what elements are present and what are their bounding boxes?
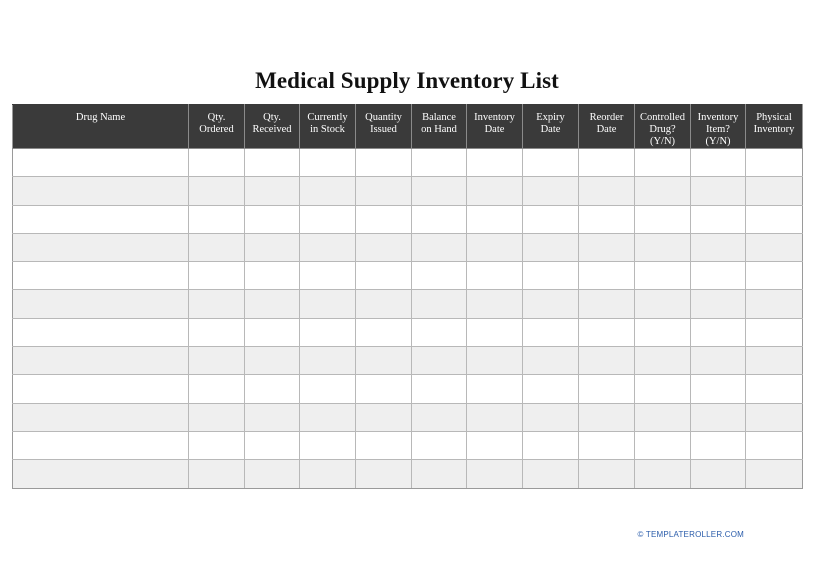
table-row <box>13 403 803 431</box>
table-cell[interactable] <box>245 290 300 318</box>
table-cell[interactable] <box>245 177 300 205</box>
table-cell[interactable] <box>523 233 579 261</box>
table-cell[interactable] <box>467 347 523 375</box>
table-cell[interactable] <box>189 460 245 488</box>
table-cell[interactable] <box>523 375 579 403</box>
table-cell[interactable] <box>300 205 356 233</box>
table-cell[interactable] <box>13 403 189 431</box>
table-cell[interactable] <box>356 290 412 318</box>
table-cell[interactable] <box>189 233 245 261</box>
table-cell[interactable] <box>579 318 635 346</box>
table-cell[interactable] <box>356 262 412 290</box>
column-header-expiry-date: Expiry Date <box>523 105 579 149</box>
table-cell[interactable] <box>412 149 467 177</box>
table-cell[interactable] <box>691 347 746 375</box>
table-cell[interactable] <box>13 205 189 233</box>
column-header-inventory-date: Inventory Date <box>467 105 523 149</box>
table-cell[interactable] <box>300 262 356 290</box>
table-cell[interactable] <box>691 375 746 403</box>
table-cell[interactable] <box>635 375 691 403</box>
table-cell[interactable] <box>746 233 803 261</box>
table-cell[interactable] <box>635 262 691 290</box>
table-cell[interactable] <box>412 177 467 205</box>
table-row <box>13 177 803 205</box>
column-header-quantity-issued: Quantity Issued <box>356 105 412 149</box>
table-cell[interactable] <box>13 262 189 290</box>
table-cell[interactable] <box>746 262 803 290</box>
table-cell[interactable] <box>746 177 803 205</box>
table-cell[interactable] <box>189 290 245 318</box>
table-cell[interactable] <box>356 205 412 233</box>
table-header-row <box>13 105 803 149</box>
table-row <box>13 460 803 488</box>
table-cell[interactable] <box>356 460 412 488</box>
table-row <box>13 431 803 459</box>
table-cell[interactable] <box>356 347 412 375</box>
table-cell[interactable] <box>300 431 356 459</box>
table-row <box>13 205 803 233</box>
table-cell[interactable] <box>635 149 691 177</box>
table-cell[interactable] <box>467 403 523 431</box>
table-cell[interactable] <box>691 233 746 261</box>
table-cell[interactable] <box>691 262 746 290</box>
table-cell[interactable] <box>300 318 356 346</box>
table-cell[interactable] <box>300 233 356 261</box>
column-header-drug-name: Drug Name <box>13 105 189 149</box>
table-cell[interactable] <box>579 262 635 290</box>
table-cell[interactable] <box>746 318 803 346</box>
table-cell[interactable] <box>579 403 635 431</box>
table-cell[interactable] <box>189 262 245 290</box>
table-cell[interactable] <box>579 149 635 177</box>
column-header-controlled-drug: Controlled Drug? (Y/N) <box>635 105 691 149</box>
table-cell[interactable] <box>189 431 245 459</box>
table-cell[interactable] <box>746 431 803 459</box>
table-cell[interactable] <box>579 460 635 488</box>
table-cell[interactable] <box>523 290 579 318</box>
table-cell[interactable] <box>356 403 412 431</box>
table-cell[interactable] <box>635 318 691 346</box>
table-cell[interactable] <box>300 149 356 177</box>
table-cell[interactable] <box>467 431 523 459</box>
inventory-table <box>12 104 803 489</box>
table-cell[interactable] <box>746 460 803 488</box>
table-cell[interactable] <box>356 431 412 459</box>
table-cell[interactable] <box>245 318 300 346</box>
table-cell[interactable] <box>245 460 300 488</box>
table-cell[interactable] <box>245 149 300 177</box>
table-cell[interactable] <box>746 149 803 177</box>
table-row <box>13 262 803 290</box>
table-cell[interactable] <box>635 290 691 318</box>
table-cell[interactable] <box>746 205 803 233</box>
table-cell[interactable] <box>635 347 691 375</box>
table-cell[interactable] <box>691 149 746 177</box>
table-cell[interactable] <box>523 403 579 431</box>
table-cell[interactable] <box>412 375 467 403</box>
footer-credit[interactable]: © TEMPLATEROLLER.COM <box>637 530 744 539</box>
table-cell[interactable] <box>746 347 803 375</box>
table-cell[interactable] <box>746 290 803 318</box>
table-cell[interactable] <box>691 431 746 459</box>
table-cell[interactable] <box>635 403 691 431</box>
column-header-reorder-date: Reorder Date <box>579 105 635 149</box>
table-cell[interactable] <box>635 460 691 488</box>
table-cell[interactable] <box>300 460 356 488</box>
table-cell[interactable] <box>189 205 245 233</box>
table-row <box>13 318 803 346</box>
table-row <box>13 233 803 261</box>
table-cell[interactable] <box>523 318 579 346</box>
table-row <box>13 290 803 318</box>
table-cell[interactable] <box>467 177 523 205</box>
table-cell[interactable] <box>189 177 245 205</box>
table-cell[interactable] <box>189 149 245 177</box>
table-cell[interactable] <box>13 460 189 488</box>
table-cell[interactable] <box>579 347 635 375</box>
table-cell[interactable] <box>635 205 691 233</box>
table-cell[interactable] <box>579 375 635 403</box>
table-cell[interactable] <box>635 233 691 261</box>
table-cell[interactable] <box>356 177 412 205</box>
table-cell[interactable] <box>13 375 189 403</box>
table-cell[interactable] <box>300 177 356 205</box>
table-cell[interactable] <box>412 205 467 233</box>
table-cell[interactable] <box>412 460 467 488</box>
table-cell[interactable] <box>467 205 523 233</box>
table-cell[interactable] <box>467 233 523 261</box>
table-row <box>13 375 803 403</box>
table-cell[interactable] <box>467 149 523 177</box>
table-cell[interactable] <box>189 347 245 375</box>
document-title: Medical Supply Inventory List <box>255 68 559 93</box>
table-cell[interactable] <box>356 149 412 177</box>
table-cell[interactable] <box>635 431 691 459</box>
table-cell[interactable] <box>691 177 746 205</box>
table-cell[interactable] <box>635 177 691 205</box>
table-cell[interactable] <box>579 205 635 233</box>
table-cell[interactable] <box>245 403 300 431</box>
table-cell[interactable] <box>189 375 245 403</box>
table-cell[interactable] <box>412 403 467 431</box>
table-cell[interactable] <box>13 149 189 177</box>
table-cell[interactable] <box>579 290 635 318</box>
table-cell[interactable] <box>746 403 803 431</box>
table-cell[interactable] <box>189 318 245 346</box>
table-cell[interactable] <box>412 431 467 459</box>
table-cell[interactable] <box>412 233 467 261</box>
table-cell[interactable] <box>13 431 189 459</box>
column-header-qty-received: Qty. Received <box>245 105 300 149</box>
table-cell[interactable] <box>356 233 412 261</box>
table-cell[interactable] <box>356 375 412 403</box>
table-cell[interactable] <box>412 318 467 346</box>
table-cell[interactable] <box>467 375 523 403</box>
column-header-currently-in-stock: Currently in Stock <box>300 105 356 149</box>
table-cell[interactable] <box>691 403 746 431</box>
table-cell[interactable] <box>579 431 635 459</box>
table-cell[interactable] <box>523 431 579 459</box>
table-cell[interactable] <box>300 375 356 403</box>
table-cell[interactable] <box>467 460 523 488</box>
table-cell[interactable] <box>579 177 635 205</box>
table-cell[interactable] <box>467 262 523 290</box>
column-header-balance-on-hand: Balance on Hand <box>412 105 467 149</box>
table-cell[interactable] <box>691 318 746 346</box>
table-cell[interactable] <box>523 347 579 375</box>
table-cell[interactable] <box>13 318 189 346</box>
table-cell[interactable] <box>245 375 300 403</box>
table-cell[interactable] <box>523 177 579 205</box>
table-body <box>13 149 803 489</box>
table-cell[interactable] <box>13 347 189 375</box>
table-cell[interactable] <box>691 205 746 233</box>
table-cell[interactable] <box>523 262 579 290</box>
table-row <box>13 347 803 375</box>
column-header-physical-inventory: Physical Inventory <box>746 105 803 149</box>
column-header-qty-ordered: Qty. Ordered <box>189 105 245 149</box>
table-cell[interactable] <box>245 347 300 375</box>
table-cell[interactable] <box>412 290 467 318</box>
table-cell[interactable] <box>467 290 523 318</box>
table-cell[interactable] <box>13 290 189 318</box>
table-cell[interactable] <box>579 233 635 261</box>
table-cell[interactable] <box>245 262 300 290</box>
table-cell[interactable] <box>245 233 300 261</box>
table-cell[interactable] <box>300 403 356 431</box>
table-cell[interactable] <box>300 347 356 375</box>
table-cell[interactable] <box>523 149 579 177</box>
table-cell[interactable] <box>412 347 467 375</box>
table-cell[interactable] <box>13 233 189 261</box>
table-cell[interactable] <box>300 290 356 318</box>
table-cell[interactable] <box>245 431 300 459</box>
table-cell[interactable] <box>691 290 746 318</box>
table-cell[interactable] <box>523 205 579 233</box>
table-cell[interactable] <box>523 460 579 488</box>
table-cell[interactable] <box>691 460 746 488</box>
table-cell[interactable] <box>412 262 467 290</box>
table-cell[interactable] <box>467 318 523 346</box>
column-header-inventory-item: Inventory Item? (Y/N) <box>691 105 746 149</box>
table-cell[interactable] <box>189 403 245 431</box>
table-row <box>13 149 803 177</box>
table-cell[interactable] <box>245 205 300 233</box>
table-cell[interactable] <box>356 318 412 346</box>
table-cell[interactable] <box>13 177 189 205</box>
table-cell[interactable] <box>746 375 803 403</box>
